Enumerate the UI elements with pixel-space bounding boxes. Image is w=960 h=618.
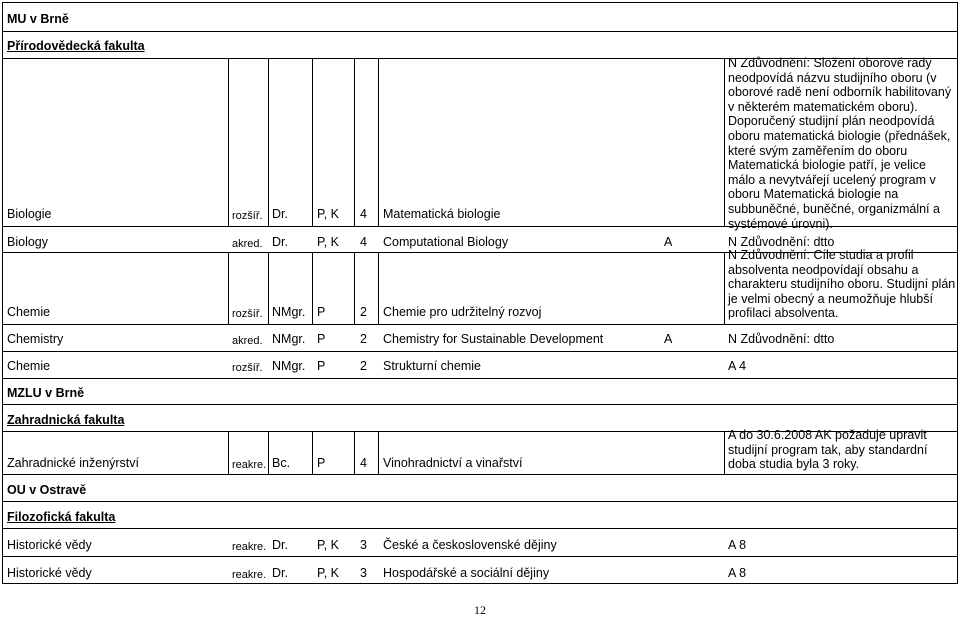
degree: Dr.	[272, 566, 288, 580]
rule	[378, 58, 379, 226]
field-name: Chemistry	[7, 332, 64, 346]
rule	[724, 431, 725, 474]
rule	[2, 2, 958, 3]
rule	[354, 252, 355, 324]
university-name: MZLU v Brně	[7, 386, 85, 400]
rule	[724, 252, 725, 324]
study-years: 4	[360, 235, 367, 249]
rule	[2, 351, 958, 352]
university-name: MU v Brně	[7, 12, 69, 26]
result-mark: A	[664, 332, 673, 346]
rule	[378, 252, 379, 324]
field-name: Zahradnické inženýrství	[7, 456, 140, 470]
rule	[268, 58, 269, 226]
decision-note: A 8	[728, 538, 747, 552]
study-form: P	[317, 332, 326, 346]
study-years: 2	[360, 359, 367, 373]
rule	[2, 583, 958, 584]
decision-note: A do 30.6.2008 AK požaduje upravit studijní program tak, aby standardní doba studia byla 3 roky.	[728, 428, 928, 472]
decision-note: A 8	[728, 566, 747, 580]
rule	[2, 528, 958, 529]
rule	[354, 58, 355, 226]
decision-note: N Zdůvodnění: Cíle studia a profil absolventa neodpovídají obsahu a charakteru studijního oboru. Studijní plán je velmi obecný a neumožňuje hlubší profilaci absolventa.	[728, 248, 956, 321]
rule	[2, 324, 958, 325]
study-years: 4	[360, 456, 367, 470]
rule	[2, 2, 3, 583]
rule	[957, 2, 958, 583]
study-years: 3	[360, 566, 367, 580]
study-years: 4	[360, 207, 367, 221]
accreditation-type: rozšíř.	[232, 362, 263, 374]
study-form: P, K	[317, 235, 340, 249]
program-name: Strukturní chemie	[383, 359, 481, 373]
accreditation-type: reakre.	[232, 541, 267, 553]
degree: Dr.	[272, 235, 288, 249]
program-name: Chemistry for Sustainable Development	[383, 332, 604, 346]
degree: NMgr.	[272, 305, 306, 319]
faculty-name: Zahradnická fakulta	[7, 413, 125, 427]
rule	[2, 556, 958, 557]
field-name: Historické vědy	[7, 566, 92, 580]
program-name: Matematická biologie	[383, 207, 501, 221]
rule	[268, 252, 269, 324]
degree: Dr.	[272, 207, 288, 221]
program-name: České a československé dějiny	[383, 538, 557, 552]
degree: NMgr.	[272, 332, 306, 346]
study-form: P	[317, 456, 326, 470]
study-form: P	[317, 305, 326, 319]
result-mark: A	[664, 235, 673, 249]
university-name: OU v Ostravě	[7, 483, 87, 497]
degree: NMgr.	[272, 359, 306, 373]
faculty-name: Filozofická fakulta	[7, 510, 116, 524]
rule	[2, 378, 958, 379]
faculty-name: Přírodovědecká fakulta	[7, 39, 145, 53]
decision-note: N Zdůvodnění: dtto	[728, 332, 835, 346]
rule	[2, 501, 958, 502]
degree: Dr.	[272, 538, 288, 552]
study-form: P, K	[317, 566, 340, 580]
accreditation-type: reakre.	[232, 459, 267, 471]
rule	[312, 252, 313, 324]
program-name: Vinohradnictví a vinařství	[383, 456, 523, 470]
rule	[312, 58, 313, 226]
study-years: 3	[360, 538, 367, 552]
accreditation-type: rozšíř.	[232, 210, 263, 222]
rule	[312, 431, 313, 474]
field-name: Biology	[7, 235, 48, 249]
decision-note: A 4	[728, 359, 747, 373]
rule	[378, 431, 379, 474]
rule	[724, 58, 725, 226]
rule	[2, 404, 958, 405]
decision-note: N Zdůvodnění: Složení oborové rady neodpovídá názvu studijního oboru (v oborové radě není odborník habilitovaný v některém matematickém oboru). Doporučený studijní plán neodpovídá oboru matematická biologie (přednášek, které svým zaměřením do oboru Matematická biologie patří, je velice málo a nevytvářejí ucelený program v oboru Matematická biologie na subbuněčné, buněčné, organizmální a systémové úrovni).	[728, 56, 952, 231]
study-form: P, K	[317, 538, 340, 552]
study-form: P	[317, 359, 326, 373]
program-name: Hospodářské a sociální dějiny	[383, 566, 550, 580]
rule	[228, 431, 229, 474]
rule	[228, 58, 229, 226]
program-name: Chemie pro udržitelný rozvoj	[383, 305, 542, 319]
field-name: Historické vědy	[7, 538, 92, 552]
program-name: Computational Biology	[383, 235, 509, 249]
study-years: 2	[360, 332, 367, 346]
rule	[354, 431, 355, 474]
rule	[2, 474, 958, 475]
field-name: Biologie	[7, 207, 52, 221]
decision-note: N Zdůvodnění: dtto	[728, 235, 835, 249]
accreditation-type: akred.	[232, 335, 263, 347]
rule	[2, 31, 958, 32]
study-years: 2	[360, 305, 367, 319]
accreditation-type: akred.	[232, 238, 263, 250]
field-name: Chemie	[7, 359, 51, 373]
page-number: 12	[474, 603, 486, 617]
study-form: P, K	[317, 207, 340, 221]
accreditation-type: reakre.	[232, 569, 267, 581]
accreditation-type: rozšíř.	[232, 308, 263, 320]
rule	[268, 431, 269, 474]
field-name: Chemie	[7, 305, 51, 319]
rule	[228, 252, 229, 324]
degree: Bc.	[272, 456, 291, 470]
